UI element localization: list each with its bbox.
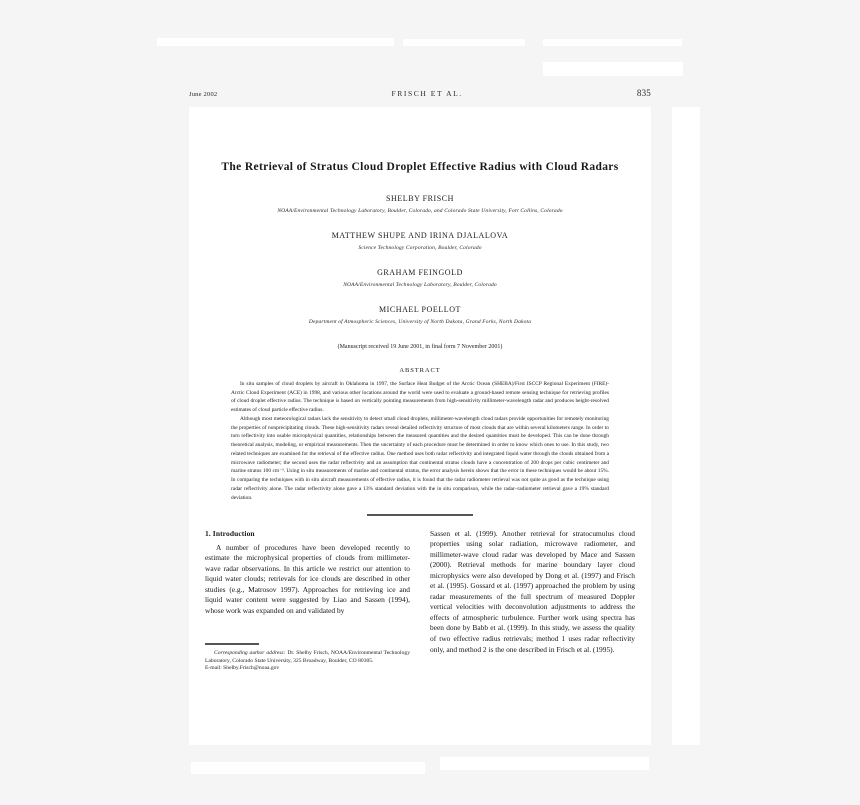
author-affil-2: Science Technology Corporation, Boulder, Colorado bbox=[358, 244, 482, 251]
blank-bar-bottom-right bbox=[440, 757, 649, 770]
author-name-4: MICHAEL POELLOT bbox=[379, 304, 461, 314]
body-column-right bbox=[430, 529, 635, 671]
abstract-paragraph-1: In situ samples of cloud droplets by aircraft in Oklahoma in 1997, the Surface Heat Budget of the Arctic Ocean (SHEBA)/First ISCCP Regional Experiment (FIRE)-Arctic Cloud Experiment (ACE) in 1998, and various other locations around the world were used to evaluate a ground-based remote sensing technique for retrieving profiles of cloud droplet effective radius. The technique is based on vertically pointing measurements from high-sensitivity millimeter-wavelength radar and produces height-resolved estimates of cloud particle effective radius. bbox=[231, 380, 609, 414]
author-affil-3: NOAA/Environmental Technology Laboratory, Boulder, Colorado bbox=[343, 281, 497, 288]
page-side-strip bbox=[672, 107, 700, 745]
author-name-1: SHELBY FRISCH bbox=[386, 193, 454, 203]
blank-bar-top-right-2 bbox=[543, 62, 683, 76]
section-heading-introduction: 1. Introduction bbox=[205, 528, 255, 538]
author-affil-1: NOAA/Environmental Technology Laboratory, Boulder, Colorado, and Colorado State University, Fort Collins, Colorado bbox=[277, 207, 563, 214]
running-head-authors: FRISCH ET AL. bbox=[391, 89, 463, 98]
body-paragraph-right: Sassen et al. (1999). Another retrieval for stratocumulus cloud properties using solar radiation, microwave radiometer, and millimeter-wave cloud radar was developed by Mace and Sassen (2000). Retrieval methods for marine boundary layer cloud microphysics were also developed by Dong et al. (1997) and Frisch et al. (1995). Gossard et al. (1997) approached the problem by using radar measurements of the full spectrum of measured Doppler vertical velocities with deconvolution adjustments to address the effects of atmospheric turbulence. Further work using spectra has been done by Babb et al. (1999). In this study, we assess the quality of two effective radius retrievals; method 1 uses radar reflectivity only, and method 2 is the one described in Frisch et al. (1995). bbox=[430, 528, 635, 654]
blank-bar-top-left bbox=[157, 38, 394, 46]
body-columns bbox=[205, 529, 635, 671]
abstract-heading: ABSTRACT bbox=[399, 366, 441, 374]
author-affil-4: Department of Atmospheric Sciences, University of North Dakota, Grand Forks, North Dakota bbox=[308, 318, 532, 325]
blank-bar-bottom-left bbox=[191, 762, 425, 774]
document-page bbox=[189, 107, 651, 745]
title-block bbox=[205, 160, 635, 350]
corresponding-author-address: Dr. Shelby Frisch, NOAA/Environmental Technology Laboratory, Colorado State University, 325 Broadway, Boulder, CO 80305. bbox=[205, 649, 410, 664]
blank-bar-top-right bbox=[543, 39, 682, 46]
corresponding-author-label: Corresponding author address: bbox=[214, 649, 286, 656]
running-head-date: June 2002 bbox=[189, 91, 218, 98]
abstract-divider-rule bbox=[367, 514, 473, 515]
corresponding-author-email: E-mail: Shelby.Frisch@noaa.gov bbox=[205, 664, 280, 671]
author-name-2: MATTHEW SHUPE AND IRINA DJALALOVA bbox=[331, 230, 509, 240]
footnote-block bbox=[205, 643, 410, 670]
running-head bbox=[189, 88, 651, 98]
body-column-left bbox=[205, 529, 410, 671]
footnote-divider-rule bbox=[205, 643, 259, 644]
page-number: 835 bbox=[636, 88, 651, 98]
author-name-3: GRAHAM FEINGOLD bbox=[377, 267, 463, 277]
manuscript-received-note: (Manuscript received 19 June 2001, in final form 7 November 2001) bbox=[337, 343, 503, 350]
body-paragraph-left: A number of procedures have been developed recently to estimate the microphysical properties of clouds from millimeter-wave radar observations. In this article we restrict our attention to liquid water clouds; retrievals for ice clouds are described in other studies (e.g., Matrosov 1997). Approaches for retrieving ice and liquid water content were suggested by Liao and Sassen (1994), whose work was expanded on and validated by bbox=[205, 542, 410, 615]
abstract-paragraph-2: Although most meteorological radars lack the sensitivity to detect small cloud droplets, millimeter-wavelength cloud radars provide opportunities for remotely monitoring the properties of nonprecipitating clouds. These high-sensitivity radars reveal detailed reflectivity structure of most clouds that are within several kilometers range. In order to turn reflectivity into usable microphysical quantities, relationships between the measured quantities and the desired quantities must be developed. This can be done through theoretical analysis, modeling, or empirical measurements. Then the uncertainty of each procedure must be determined in order to know which ones to use. In this study, two related techniques are examined for the retrieval of the effective radius. One method uses both radar reflectivity and integrated liquid water through the clouds obtained from a microwave radiometer; the second uses the radar reflectivity and an assumption that continental stratus clouds have a concentration of 200 drops per cubic centimeter and marine stratus 100 cm⁻³. Using in situ measurements of marine and continental stratus, the error analysis herein shows that the error in these techniques would be about 15%. In comparing the techniques with in situ aircraft measurements of effective radius, it is found that the radar radiometer retrieval was not quite as good as the technique using radar reflectivity alone. The radar reflectivity alone gave a 13% standard deviation with the in situ comparison, while the radar–radiometer retrieval gave a 19% standard deviation. bbox=[231, 415, 609, 501]
page-title: The Retrieval of Stratus Cloud Droplet Effective Radius with Cloud Radars bbox=[221, 161, 619, 173]
corresponding-author-note bbox=[205, 649, 410, 665]
abstract-body bbox=[231, 380, 609, 503]
blank-bar-top-middle bbox=[403, 39, 525, 46]
